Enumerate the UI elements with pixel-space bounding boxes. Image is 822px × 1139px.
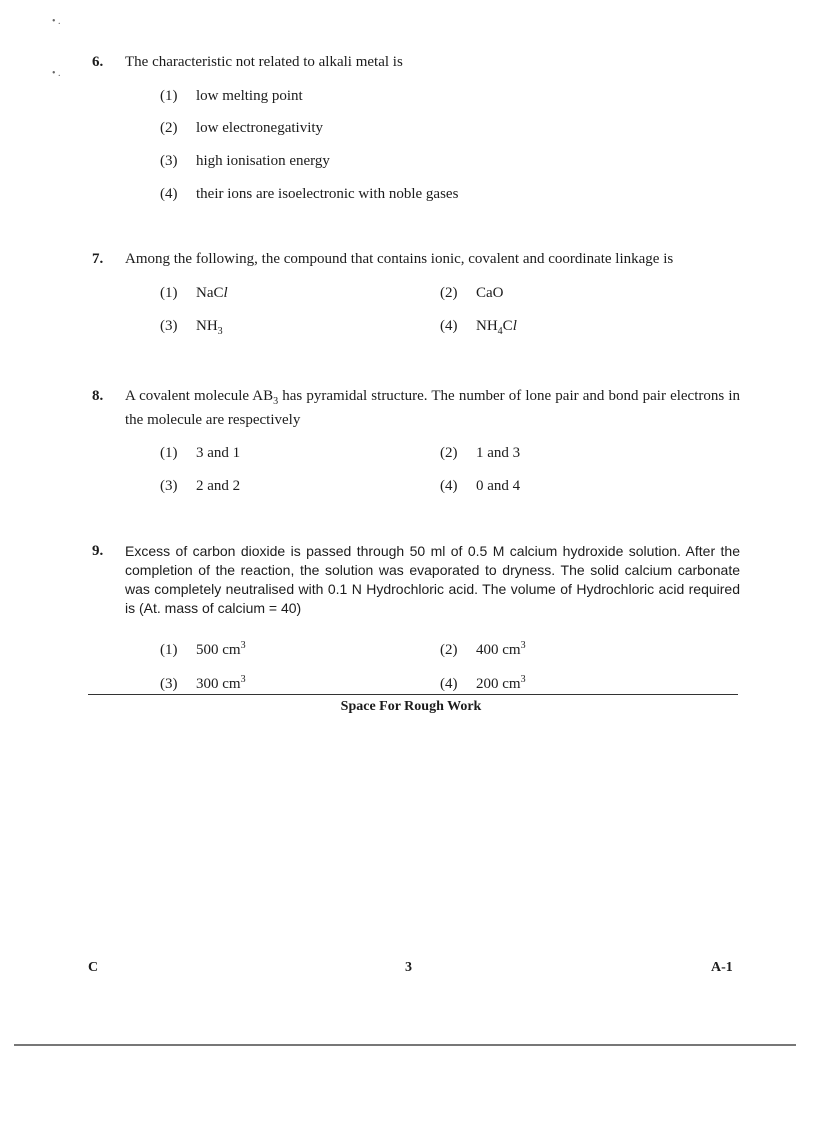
option-number: (3) — [160, 153, 178, 169]
question-number: 9. — [92, 543, 104, 559]
rough-work-label: Space For Rough Work — [340, 699, 482, 714]
option-number: (3) — [160, 676, 178, 692]
question-number: 8. — [92, 388, 104, 404]
option-text: 500 $cm^3$ — [196, 640, 246, 658]
question-number: 6. — [92, 54, 104, 70]
option-number: (3) — [160, 478, 178, 494]
option-text: low melting point — [196, 88, 303, 104]
option-number: (1) — [160, 445, 178, 461]
question-9 — [92, 542, 742, 622]
rough-work-divider — [88, 694, 738, 695]
question-7-option-4 — [440, 317, 517, 341]
question-7 — [92, 250, 742, 270]
option-text: 1 and 3 — [476, 445, 521, 461]
scan-speck: • . — [52, 68, 61, 79]
question-6-option-2 — [160, 119, 323, 138]
footer-series: C — [88, 960, 99, 975]
option-text: high ionisation energy — [196, 153, 330, 169]
question-9-option-2 — [440, 636, 526, 660]
option-text: 300 $cm^3$ — [196, 674, 246, 692]
option-text: low electronegativity — [196, 120, 324, 136]
question-text: Excess of carbon dioxide is passed through 50 ml of 0.5 M calcium hydroxide solution. After the completion of the reaction, the solution was evaporated to dryness. The solid calcium carbonate was completely neutralised with 0.1 N Hydrochloric acid. The volume of Hydrochloric acid required is (At. mass of calcium = 40) — [125, 543, 740, 616]
question-7-option-1 — [160, 284, 228, 303]
question-9-option-4 — [440, 670, 526, 694]
option-text: $NH_3$ — [196, 318, 223, 337]
question-6-option-3 — [160, 152, 330, 171]
option-text: 0 and 4 — [476, 478, 521, 494]
question-7-option-2 — [440, 284, 504, 303]
option-number: (1) — [160, 88, 178, 104]
option-text: NaCl — [196, 285, 228, 301]
question-6 — [92, 53, 742, 73]
question-9-option-3 — [160, 670, 246, 694]
question-7-option-3 — [160, 317, 223, 341]
option-text: 200 $cm^3$ — [476, 674, 526, 692]
option-text: their ions are isoelectronic with noble gases — [196, 186, 459, 202]
option-number: (4) — [160, 186, 178, 202]
question-6-option-4 — [160, 185, 458, 204]
question-8-option-2 — [440, 444, 520, 463]
option-number: (4) — [440, 478, 458, 494]
option-text: 2 and 2 — [196, 478, 241, 494]
option-text: CaO — [476, 285, 504, 301]
question-9-option-1 — [160, 636, 246, 660]
question-8-option-1 — [160, 444, 240, 463]
question-6-option-1 — [160, 87, 303, 106]
question-text: A covalent molecule $AB_3$ has pyramidal structure. The number of lone pair and bond pair electrons in the molecule are respectively — [125, 388, 740, 428]
option-number: (2) — [440, 642, 458, 658]
scan-speck: • . — [52, 16, 61, 27]
footer-code: A-1 — [711, 960, 733, 975]
option-number: (2) — [160, 120, 178, 136]
option-text: 400 $cm^3$ — [476, 640, 526, 658]
option-number: (2) — [440, 445, 458, 461]
question-number: 7. — [92, 251, 104, 267]
option-text: $NH_4Cl$ — [476, 318, 517, 337]
question-text: Among the following, the compound that contains ionic, covalent and coordinate linkage is — [125, 251, 674, 267]
option-number: (1) — [160, 642, 178, 658]
option-text: 3 and 1 — [196, 445, 241, 461]
option-number: (2) — [440, 285, 458, 301]
page-number: 3 — [405, 960, 412, 975]
option-number: (4) — [440, 676, 458, 692]
question-8-option-4 — [440, 477, 520, 496]
question-text: The characteristic not related to alkali metal is — [125, 54, 403, 70]
option-number: (3) — [160, 318, 178, 334]
question-8-option-3 — [160, 477, 240, 496]
option-number: (4) — [440, 318, 458, 334]
question-8 — [92, 387, 742, 427]
bottom-divider — [14, 1044, 796, 1046]
option-number: (1) — [160, 285, 178, 301]
